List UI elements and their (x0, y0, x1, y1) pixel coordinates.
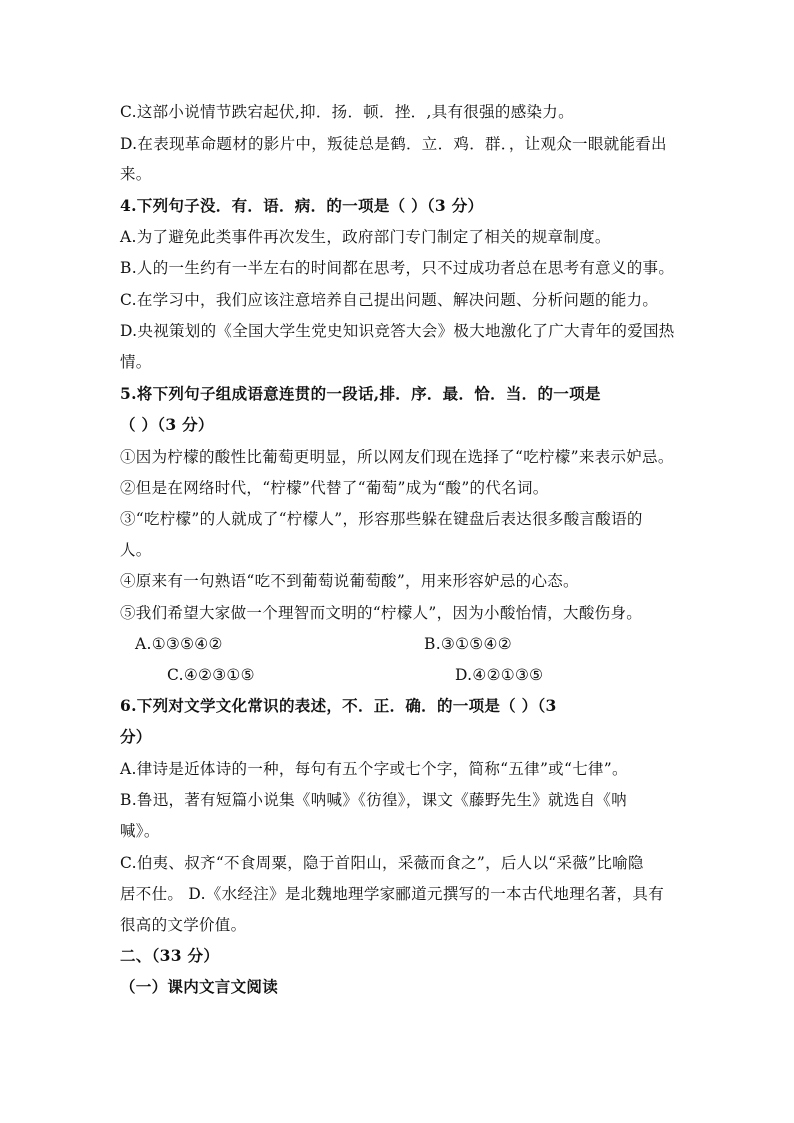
q4-option-a: A.为了避免此类事件再次发生，政府部门专门制定了相关的规章制度。 (120, 228, 611, 246)
q6-option-c: C.伯夷、叔齐“不食周粟，隐于首阳山，采薇而食之”，后人以“采薇”比喻隐 (120, 854, 644, 872)
q3-option-d: D.在表现革命题材的影片中，叛徒总是鹤．立．鸡．群．，让观众一眼就能看出 (120, 135, 667, 153)
q6-option-b: B.鲁迅，著有短篇小说集《呐喊》《彷徨》，课文《藤野先生》就选自《呐 (120, 791, 628, 809)
subsection-heading: （一）课内文言文阅读 (120, 977, 279, 996)
q6-option-c-cont-d: 居不仕。 D.《水经注》是北魏地理学家郦道元撰写的一本古代地理名著，具有 (120, 885, 665, 903)
q5-option-c: C.④②③①⑤ (167, 666, 255, 684)
q5-option-d: D.④②①③⑤ (455, 666, 544, 684)
q4-option-c: C.在学习中，我们应该注意培养自己提出问题、解决问题、分析问题的能力。 (120, 291, 659, 309)
q5-sentence-5: ⑤我们希望大家做一个理智而文明的“柠檬人”，因为小酸怡情，大酸伤身。 (120, 604, 643, 622)
q6-stem: 6.下列对文学文化常识的表述，不．正．确．的一项是（ ）（3 (120, 696, 557, 715)
q5-sentence-3-cont: 人。 (120, 541, 152, 559)
q5-sentence-2: ②但是在网络时代，“柠檬”代替了“葡萄”成为“酸”的代名词。 (120, 479, 549, 497)
q5-sentence-4: ④原来有一句熟语“吃不到葡萄说葡萄酸”，用来形容妒忌的心态。 (120, 572, 579, 590)
q5-answer-blank: （ ）（3 分） (120, 415, 214, 434)
q3-option-d-cont: 来。 (120, 165, 152, 183)
q6-stem-cont: 分） (120, 727, 152, 746)
q5-option-b: B.③①⑤④② (424, 635, 512, 653)
section-two-heading: 二、（33 分） (120, 946, 220, 965)
q6-option-d-cont: 很高的文学价值。 (120, 916, 247, 934)
q4-option-d-cont: 情。 (120, 353, 152, 371)
q5-option-a: A.①③⑤④② (135, 635, 223, 653)
q4-option-d: D.央视策划的《全国大学生党史知识竞答大会》极大地激化了广大青年的爱国热 (120, 322, 675, 340)
q3-option-c: C.这部小说情节跌宕起伏,抑．扬．顿．挫．,具有很强的感染力。 (120, 103, 574, 121)
q6-option-a: A.律诗是近体诗的一种，每句有五个字或七个字，简称“五律”或“七律”。 (120, 760, 628, 778)
q5-stem: 5.将下列句子组成语意连贯的一段话,排．序．最．恰．当．的一项是 (120, 384, 601, 403)
q4-stem: 4.下列句子没．有．语．病．的一项是（ ）（3 分） (120, 196, 484, 215)
q4-option-b: B.人的一生约有一半左右的时间都在思考，只不过成功者总在思考有意义的事。 (120, 259, 675, 277)
q5-sentence-1: ①因为柠檬的酸性比葡萄更明显，所以网友们现在选择了“吃柠檬”来表示妒忌。 (120, 448, 674, 466)
q6-option-b-cont: 喊》。 (120, 822, 160, 840)
q5-sentence-3: ③“吃柠檬”的人就成了“柠檬人”，形容那些躲在键盘后表达很多酸言酸语的 (120, 510, 643, 528)
